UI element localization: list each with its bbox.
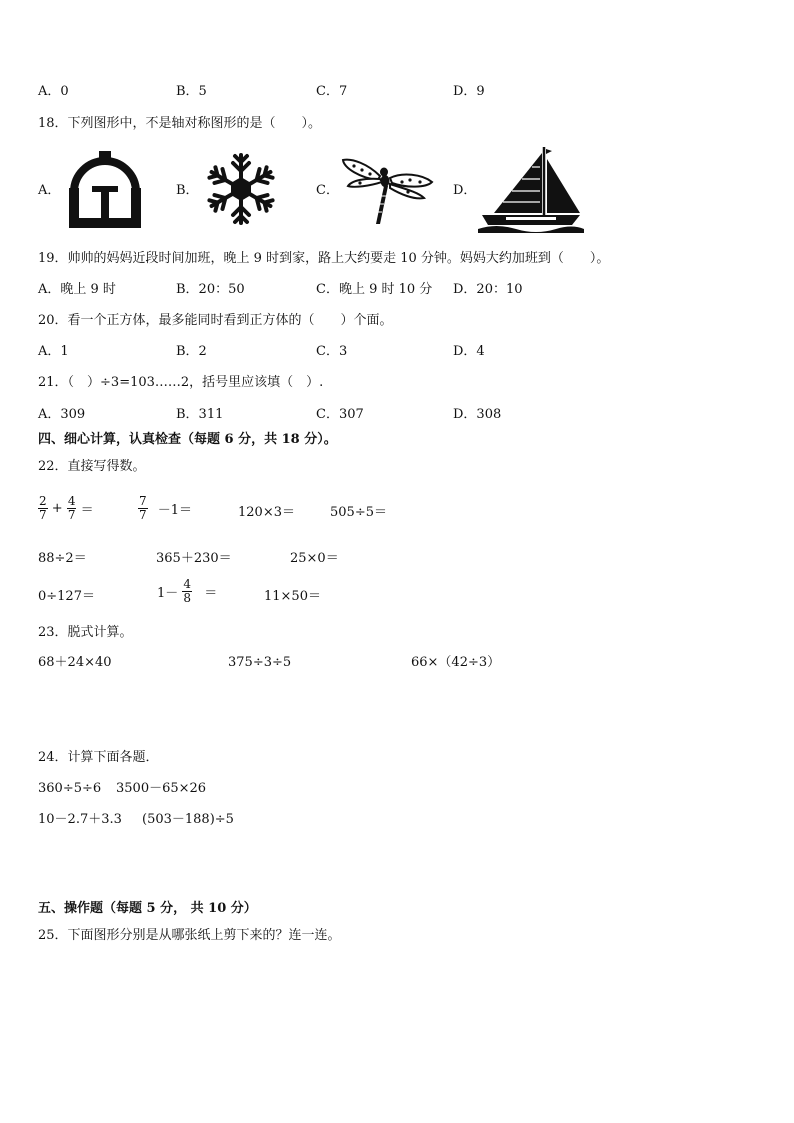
railway-logo-icon (66, 150, 144, 232)
expression-fraction-sum: $\frac{2}{7}$ + $\frac{4}{7}$ ＝ (39, 494, 94, 522)
question-22-stem: 22．直接写得数。 (38, 459, 146, 474)
option-c: C．7 (316, 84, 348, 99)
option-b-label: B． (176, 183, 199, 198)
option-a: A．309 (38, 407, 86, 422)
snowflake-icon (202, 150, 280, 228)
question-19-stem: 19．帅帅的妈妈近段时间加班，晚上 9 时到家，路上大约要走 10 分钟。妈妈大约加班到（ ）。 (38, 251, 610, 266)
option-d: D．4 (453, 344, 485, 359)
option-b: B．20：50 (176, 282, 245, 297)
fraction: $\frac{2}{7}$ (39, 494, 47, 522)
expression: 120×3＝ (238, 505, 295, 520)
fraction: $\frac{4}{7}$ (67, 494, 76, 522)
option-b: B．5 (176, 84, 207, 99)
option-a: A．0 (38, 84, 69, 99)
expression: 505÷5＝ (330, 505, 387, 520)
question-18-stem: 18．下列图形中，不是轴对称图形的是（ ）。 (38, 116, 322, 131)
expression: 11×50＝ (264, 589, 321, 604)
expression-fraction-subtract: 1－ $\frac{4}{8}$ ＝ (157, 577, 218, 605)
option-b: B．2 (176, 344, 207, 359)
expression: 360÷5÷6 (38, 781, 102, 796)
sailboat-icon (476, 145, 586, 237)
option-d: D．308 (453, 407, 502, 422)
expression: 365＋230＝ (156, 551, 232, 566)
option-a: A．1 (38, 344, 69, 359)
section-5-title: 五、操作题（每题 5 分， 共 10 分） (38, 901, 257, 916)
expression: (503－188)÷5 (142, 812, 234, 827)
expression: 375÷3÷5 (228, 655, 292, 670)
option-d: D．20：10 (453, 282, 523, 297)
option-a: A．晚上 9 时 (38, 282, 116, 297)
option-d: D．9 (453, 84, 485, 99)
question-25-stem: 25．下面图形分别是从哪张纸上剪下来的？连一连。 (38, 928, 341, 943)
option-c: C．晚上 9 时 10 分 (316, 282, 433, 297)
question-23-stem: 23．脱式计算。 (38, 625, 133, 640)
expression: 3500－65×26 (116, 781, 207, 796)
expression: 66×（42÷3） (411, 655, 501, 670)
fraction: $\frac{7}{7}$ (139, 494, 147, 522)
question-20-stem: 20．看一个正方体，最多能同时看到正方体的（ ）个面。 (38, 313, 393, 328)
expression: 88÷2＝ (38, 551, 87, 566)
expression: 68＋24×40 (38, 655, 112, 670)
option-c-label: C． (316, 183, 339, 198)
option-b: B．311 (176, 407, 224, 422)
option-a-label: A． (38, 183, 61, 198)
expression: 25×0＝ (290, 551, 339, 566)
option-d-label: D． (453, 183, 477, 198)
question-24-stem: 24．计算下面各题． (38, 750, 159, 765)
option-c: C．3 (316, 344, 348, 359)
expression-fraction-minus: $\frac{7}{7}$ －1＝ (139, 494, 193, 522)
dragonfly-icon (340, 152, 436, 228)
question-21-stem: 21．（ ）÷3=103……2，括号里应该填（ ）. (38, 375, 324, 390)
expression: 0÷127＝ (38, 589, 95, 604)
fraction: $\frac{4}{8}$ (183, 577, 192, 605)
expression: 10－2.7＋3.3 (38, 812, 122, 827)
option-c: C．307 (316, 407, 364, 422)
section-4-title: 四、细心计算，认真检查（每题 6 分，共 18 分）。 (38, 432, 337, 447)
